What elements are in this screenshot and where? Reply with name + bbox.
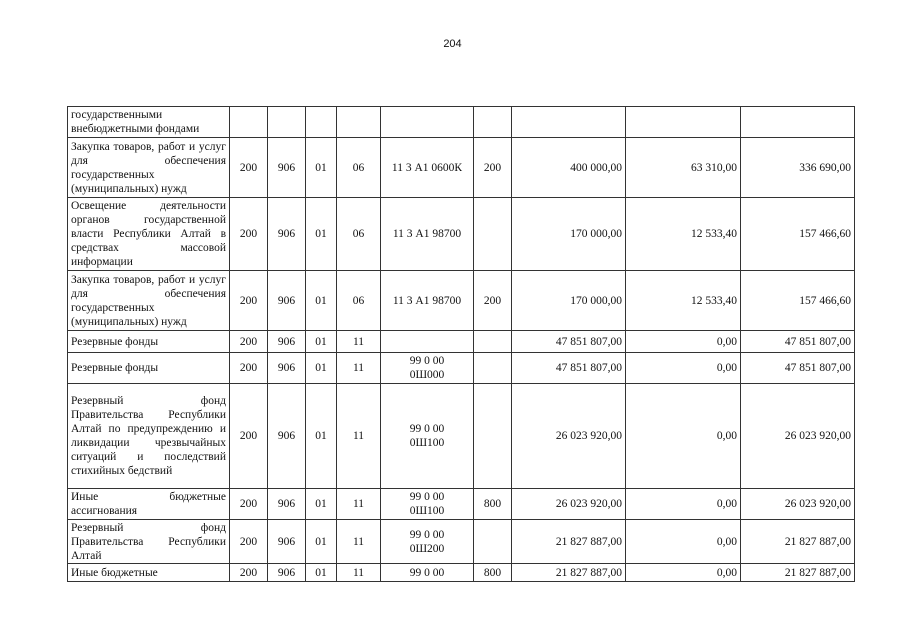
subsection-code-cell: 11 — [337, 353, 381, 384]
department-code-cell — [268, 107, 306, 138]
item-name-cell: Резервный фонд Правительства Республики Алтай по предупреждению и ликвидации чрезвычайных ситуаций и последствий стихийных бедствий — [68, 384, 230, 489]
target-article-cell: 99 0 00 0Ш200 — [381, 520, 474, 564]
table-row — [68, 198, 855, 271]
executed-amount-cell: 0,00 — [626, 564, 741, 582]
page-number: 204 — [443, 38, 462, 50]
expense-type-cell: 200 — [474, 271, 512, 331]
admin-code-cell — [230, 107, 268, 138]
target-article-cell: 11 3 А1 0600К — [381, 138, 474, 198]
item-name-cell: государственными внебюджетными фондами — [68, 107, 230, 138]
remaining-amount-cell: 21 827 887,00 — [741, 520, 855, 564]
remaining-amount-cell — [741, 107, 855, 138]
admin-code-cell: 200 — [230, 384, 268, 489]
item-name-cell: Иные бюджетные ассигнования — [68, 489, 230, 520]
executed-amount-cell: 0,00 — [626, 331, 741, 353]
executed-amount-cell: 0,00 — [626, 384, 741, 489]
remaining-amount-cell: 157 466,60 — [741, 198, 855, 271]
target-article-cell: 99 0 00 — [381, 564, 474, 582]
planned-amount-cell: 47 851 807,00 — [512, 353, 626, 384]
expense-type-cell — [474, 353, 512, 384]
expense-type-cell — [474, 198, 512, 271]
subsection-code-cell: 11 — [337, 331, 381, 353]
expense-type-cell — [474, 107, 512, 138]
table-row — [68, 271, 855, 331]
department-code-cell: 906 — [268, 384, 306, 489]
section-code-cell: 01 — [306, 564, 337, 582]
subsection-code-cell: 06 — [337, 271, 381, 331]
executed-amount-cell: 63 310,00 — [626, 138, 741, 198]
section-code-cell: 01 — [306, 520, 337, 564]
admin-code-cell: 200 — [230, 520, 268, 564]
executed-amount-cell: 12 533,40 — [626, 271, 741, 331]
department-code-cell: 906 — [268, 489, 306, 520]
department-code-cell: 906 — [268, 564, 306, 582]
subsection-code-cell: 11 — [337, 384, 381, 489]
planned-amount-cell: 47 851 807,00 — [512, 331, 626, 353]
planned-amount-cell: 26 023 920,00 — [512, 489, 626, 520]
target-article-cell: 99 0 00 0Ш000 — [381, 353, 474, 384]
planned-amount-cell: 400 000,00 — [512, 138, 626, 198]
expense-type-cell: 200 — [474, 138, 512, 198]
remaining-amount-cell: 157 466,60 — [741, 271, 855, 331]
subsection-code-cell: 06 — [337, 198, 381, 271]
target-article-cell — [381, 331, 474, 353]
table-row — [68, 564, 855, 582]
expense-type-cell: 800 — [474, 489, 512, 520]
executed-amount-cell: 0,00 — [626, 489, 741, 520]
department-code-cell: 906 — [268, 138, 306, 198]
section-code-cell: 01 — [306, 138, 337, 198]
subsection-code-cell: 11 — [337, 489, 381, 520]
table-row — [68, 384, 855, 489]
department-code-cell: 906 — [268, 271, 306, 331]
section-code-cell: 01 — [306, 331, 337, 353]
subsection-code-cell — [337, 107, 381, 138]
item-name-cell: Закупка товаров, работ и услуг для обеспечения государственных (муниципальных) нужд — [68, 138, 230, 198]
department-code-cell: 906 — [268, 331, 306, 353]
planned-amount-cell — [512, 107, 626, 138]
remaining-amount-cell: 47 851 807,00 — [741, 331, 855, 353]
target-article-cell: 11 3 А1 98700 — [381, 198, 474, 271]
expense-type-cell — [474, 331, 512, 353]
section-code-cell: 01 — [306, 353, 337, 384]
remaining-amount-cell: 26 023 920,00 — [741, 384, 855, 489]
table-row — [68, 353, 855, 384]
executed-amount-cell: 0,00 — [626, 353, 741, 384]
expense-type-cell — [474, 384, 512, 489]
item-name-cell: Резервные фонды — [68, 331, 230, 353]
department-code-cell: 906 — [268, 520, 306, 564]
table-row — [68, 138, 855, 198]
executed-amount-cell: 0,00 — [626, 520, 741, 564]
target-article-cell: 99 0 00 0Ш100 — [381, 384, 474, 489]
admin-code-cell: 200 — [230, 564, 268, 582]
admin-code-cell: 200 — [230, 489, 268, 520]
budget-table — [67, 106, 855, 582]
department-code-cell: 906 — [268, 198, 306, 271]
table-row — [68, 520, 855, 564]
admin-code-cell: 200 — [230, 138, 268, 198]
executed-amount-cell — [626, 107, 741, 138]
department-code-cell: 906 — [268, 353, 306, 384]
subsection-code-cell: 11 — [337, 564, 381, 582]
item-name-cell: Резервные фонды — [68, 353, 230, 384]
planned-amount-cell: 170 000,00 — [512, 198, 626, 271]
planned-amount-cell: 21 827 887,00 — [512, 564, 626, 582]
admin-code-cell: 200 — [230, 331, 268, 353]
section-code-cell — [306, 107, 337, 138]
table-row — [68, 489, 855, 520]
planned-amount-cell: 170 000,00 — [512, 271, 626, 331]
subsection-code-cell: 11 — [337, 520, 381, 564]
remaining-amount-cell: 336 690,00 — [741, 138, 855, 198]
item-name-cell: Освещение деятельности органов государственной власти Республики Алтай в средствах массовой информации — [68, 198, 230, 271]
subsection-code-cell: 06 — [337, 138, 381, 198]
target-article-cell: 11 3 А1 98700 — [381, 271, 474, 331]
item-name-cell: Закупка товаров, работ и услуг для обеспечения государственных (муниципальных) нужд — [68, 271, 230, 331]
target-article-cell — [381, 107, 474, 138]
planned-amount-cell: 26 023 920,00 — [512, 384, 626, 489]
expense-type-cell: 800 — [474, 564, 512, 582]
remaining-amount-cell: 47 851 807,00 — [741, 353, 855, 384]
section-code-cell: 01 — [306, 384, 337, 489]
remaining-amount-cell: 26 023 920,00 — [741, 489, 855, 520]
item-name-cell: Резервный фонд Правительства Республики Алтай — [68, 520, 230, 564]
admin-code-cell: 200 — [230, 198, 268, 271]
executed-amount-cell: 12 533,40 — [626, 198, 741, 271]
planned-amount-cell: 21 827 887,00 — [512, 520, 626, 564]
table-row — [68, 331, 855, 353]
admin-code-cell: 200 — [230, 271, 268, 331]
section-code-cell: 01 — [306, 198, 337, 271]
admin-code-cell: 200 — [230, 353, 268, 384]
target-article-cell: 99 0 00 0Ш100 — [381, 489, 474, 520]
table-row — [68, 107, 855, 138]
remaining-amount-cell: 21 827 887,00 — [741, 564, 855, 582]
expense-type-cell — [474, 520, 512, 564]
section-code-cell: 01 — [306, 489, 337, 520]
section-code-cell: 01 — [306, 271, 337, 331]
item-name-cell: Иные бюджетные — [68, 564, 230, 582]
